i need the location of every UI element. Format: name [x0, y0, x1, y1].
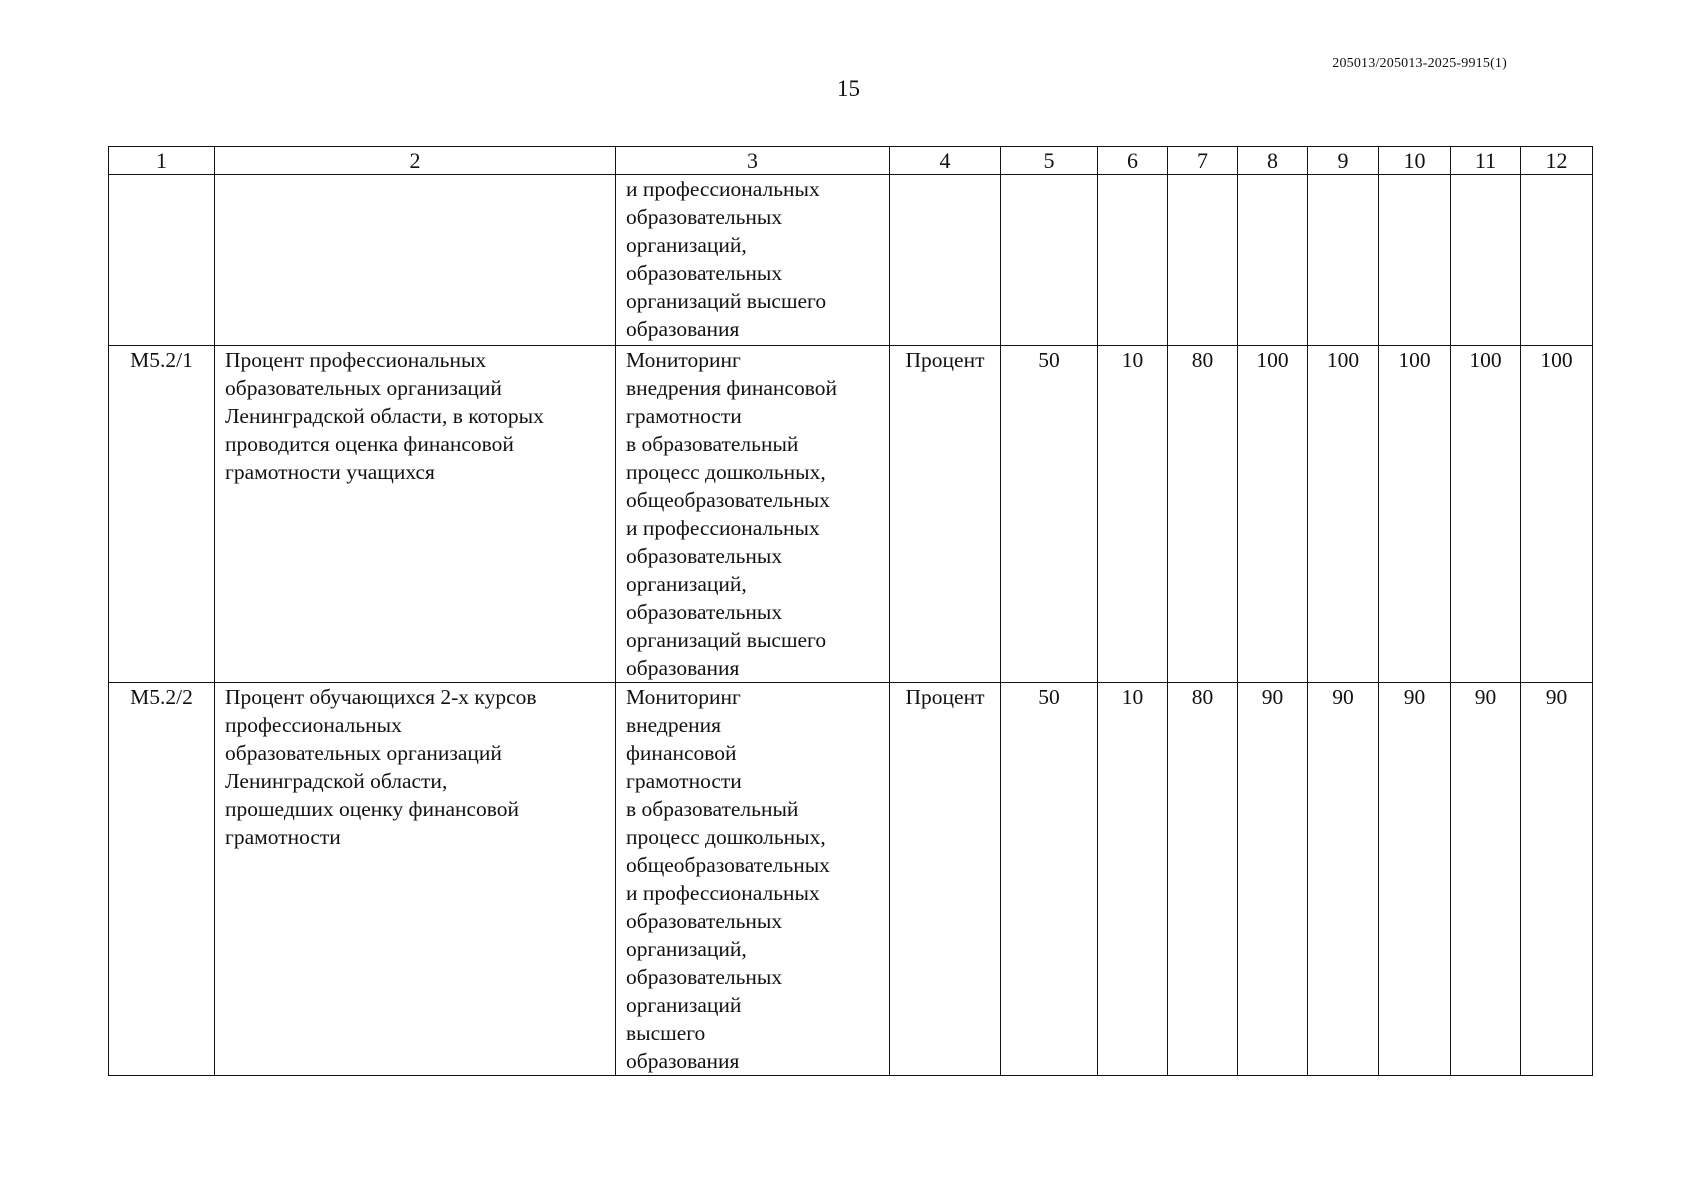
basis-line: и профессиональных	[626, 177, 820, 201]
name-line: Ленинградской области, в которых	[225, 404, 544, 428]
basis-line: образования	[626, 656, 740, 680]
value-cell: 90	[1521, 683, 1593, 1076]
value-cell: 10	[1098, 346, 1168, 683]
basis-line: образовательных	[626, 909, 783, 933]
value-cell	[1379, 175, 1451, 346]
value-cell: 90	[1238, 683, 1308, 1076]
basis-line: грамотности	[626, 769, 742, 793]
table-row-continuation	[109, 175, 1593, 346]
value-cell: 50	[1001, 346, 1098, 683]
basis-line: организаций,	[626, 937, 747, 961]
column-number-row	[109, 147, 1593, 175]
column-header: 3	[616, 147, 890, 175]
basis-line: в образовательный	[626, 797, 799, 821]
indicator-basis-cell	[616, 175, 890, 346]
name-line: грамотности учащихся	[225, 460, 435, 484]
column-header: 12	[1521, 147, 1593, 175]
value-cell	[1308, 175, 1379, 346]
basis-line: общеобразовательных	[626, 488, 830, 512]
column-header: 4	[890, 147, 1001, 175]
basis-line: процесс дошкольных,	[626, 460, 826, 484]
basis-line: грамотности	[626, 404, 742, 428]
value-cell	[1001, 175, 1098, 346]
indicator-basis-cell	[616, 346, 890, 683]
table-row	[109, 346, 1593, 683]
column-header: 11	[1451, 147, 1521, 175]
basis-line: образовательных	[626, 600, 783, 624]
basis-line: внедрения	[626, 713, 722, 737]
column-header: 8	[1238, 147, 1308, 175]
indicators-table	[108, 146, 1593, 1076]
value-cell: 50	[1001, 683, 1098, 1076]
value-cell: 90	[1308, 683, 1379, 1076]
value-cell: 80	[1168, 346, 1238, 683]
value-cell: 100	[1521, 346, 1593, 683]
basis-line: в образовательный	[626, 432, 799, 456]
basis-line: Мониторинг	[626, 685, 741, 709]
name-line: проводится оценка финансовой	[225, 432, 514, 456]
name-line: Процент обучающихся 2-х курсов	[225, 685, 537, 709]
value-cell: 80	[1168, 683, 1238, 1076]
column-header: 1	[109, 147, 215, 175]
value-cell: 100	[1379, 346, 1451, 683]
value-cell	[1098, 175, 1168, 346]
column-header: 5	[1001, 147, 1098, 175]
basis-line: организаций	[626, 993, 742, 1017]
column-header: 7	[1168, 147, 1238, 175]
basis-line: образования	[626, 1049, 740, 1073]
value-cell: 100	[1238, 346, 1308, 683]
column-header: 6	[1098, 147, 1168, 175]
indicator-code-cell	[109, 175, 215, 346]
name-line: Ленинградской области,	[225, 769, 448, 793]
indicator-name-cell	[215, 175, 616, 346]
column-header: 2	[215, 147, 616, 175]
basis-line: организаций,	[626, 233, 747, 257]
column-header: 9	[1308, 147, 1379, 175]
indicator-name-cell	[215, 683, 616, 1076]
value-cell: 100	[1308, 346, 1379, 683]
name-line: прошедших оценку финансовой	[225, 797, 520, 821]
value-cell: 100	[1451, 346, 1521, 683]
indicator-name-cell	[215, 346, 616, 683]
value-cell	[1451, 175, 1521, 346]
basis-line: Мониторинг	[626, 348, 741, 372]
document-id: 205013/205013-2025-9915(1)	[1332, 56, 1507, 71]
basis-line: внедрения финансовой	[626, 376, 837, 400]
basis-line: образовательных	[626, 965, 783, 989]
basis-line: организаций высшего	[626, 289, 827, 313]
basis-line: организаций высшего	[626, 628, 827, 652]
name-line: образовательных организаций	[225, 741, 502, 765]
unit-cell	[890, 175, 1001, 346]
basis-line: образовательных	[626, 544, 783, 568]
table-row	[109, 683, 1593, 1076]
value-cell	[1238, 175, 1308, 346]
value-cell	[1168, 175, 1238, 346]
unit-cell: Процент	[890, 683, 1001, 1076]
name-line: Процент профессиональных	[225, 348, 487, 372]
value-cell: 90	[1451, 683, 1521, 1076]
value-cell: 10	[1098, 683, 1168, 1076]
basis-line: и профессиональных	[626, 881, 820, 905]
value-cell: 90	[1379, 683, 1451, 1076]
indicator-basis-cell	[616, 683, 890, 1076]
page-number: 15	[837, 76, 860, 101]
basis-line: финансовой	[626, 741, 737, 765]
value-cell	[1521, 175, 1593, 346]
basis-line: образования	[626, 317, 740, 341]
basis-line: и профессиональных	[626, 516, 820, 540]
indicator-code-cell: М5.2/1	[109, 346, 215, 683]
basis-line: общеобразовательных	[626, 853, 830, 877]
basis-line: высшего	[626, 1021, 706, 1045]
basis-line: образовательных	[626, 261, 783, 285]
basis-line: организаций,	[626, 572, 747, 596]
unit-cell: Процент	[890, 346, 1001, 683]
basis-line: образовательных	[626, 205, 783, 229]
indicator-code-cell: М5.2/2	[109, 683, 215, 1076]
column-header: 10	[1379, 147, 1451, 175]
name-line: грамотности	[225, 825, 341, 849]
name-line: образовательных организаций	[225, 376, 502, 400]
name-line: профессиональных	[225, 713, 402, 737]
basis-line: процесс дошкольных,	[626, 825, 826, 849]
